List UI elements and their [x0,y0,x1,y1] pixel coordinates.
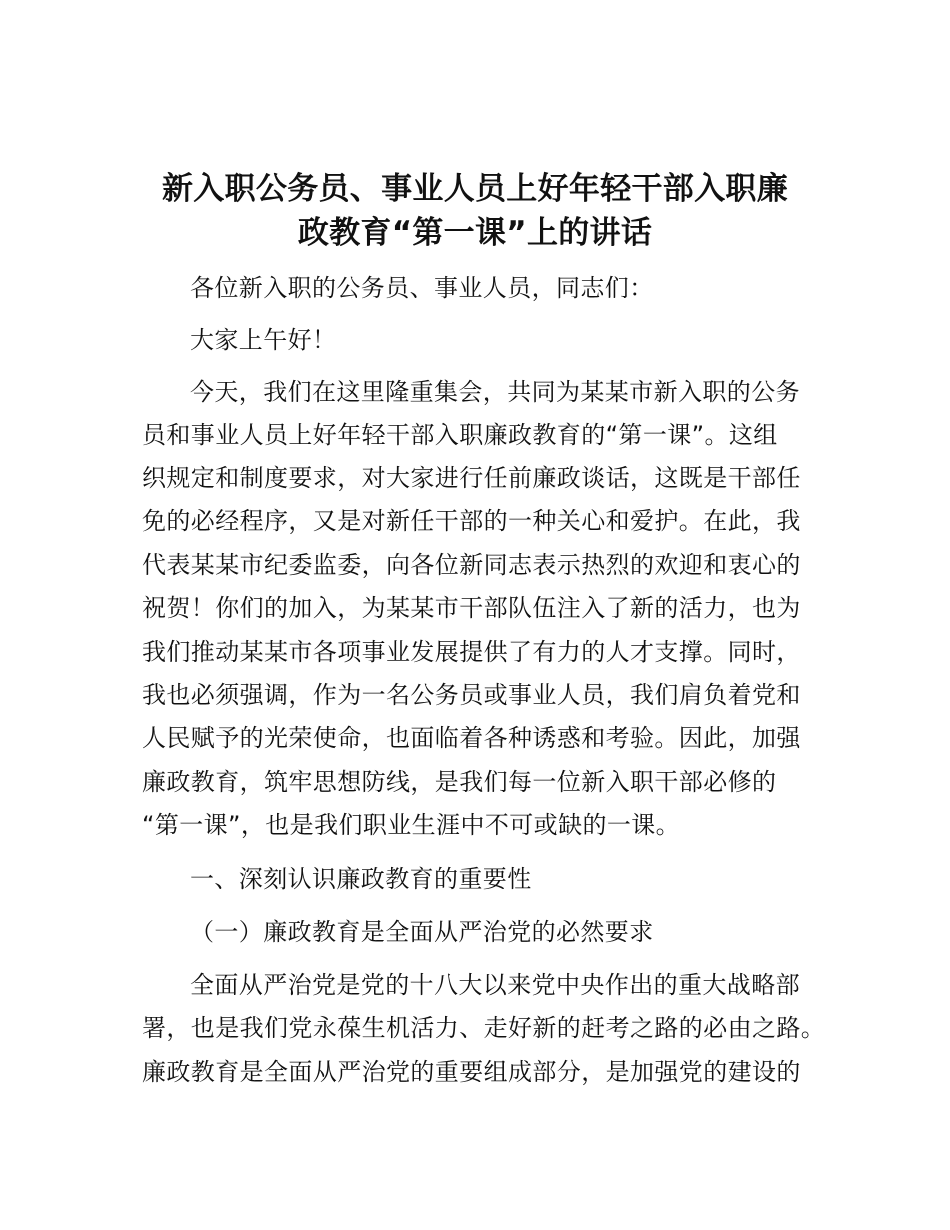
paragraph-line: 代表某某市纪委监委，向各位新同志表示热烈的欢迎和衷心的 [142,551,801,579]
paragraph-line: 全面从严治党是党的十八大以来党中央作出的重大战略部 [190,971,800,999]
paragraph-line: 我也必须强调，作为一名公务员或事业人员，我们肩负着党和 [142,681,801,709]
paragraph-line: 免的必经程序，又是对新任干部的一种关心和爱护。在此，我 [142,507,801,535]
paragraph-line: 署，也是我们党永葆生机活力、走好新的赶考之路的必由之路。 [142,1014,826,1042]
document-title-line-1: 新入职公务员、事业人员上好年轻干部入职廉 [162,171,788,207]
document-title-line-2: 政教育“第一课”上的讲话 [297,215,653,251]
paragraph-line: 织规定和制度要求，对大家进行任前廉政谈话，这既是干部任 [142,464,801,492]
section-heading: 一、深刻认识廉政教育的重要性 [190,865,532,893]
greeting: 大家上午好！ [190,326,337,354]
salutation: 各位新入职的公务员、事业人员，同志们： [190,274,654,302]
paragraph-line: 廉政教育，筑牢思想防线，是我们每一位新入职干部必修的 [142,768,777,796]
paragraph-line: 人民赋予的光荣使命，也面临着各种诱惑和考验。因此，加强 [142,724,801,752]
paragraph-line: 员和事业人员上好年轻干部入职廉政教育的“第一课”。这组 [142,421,778,449]
paragraph-line: 廉政教育是全面从严治党的重要组成部分，是加强党的建设的 [142,1058,801,1086]
subsection-heading: （一）廉政教育是全面从严治党的必然要求 [190,918,654,946]
paragraph-line: 今天，我们在这里隆重集会，共同为某某市新入职的公务 [190,378,800,406]
paragraph-line: 我们推动某某市各项事业发展提供了有力的人才支撑。同时， [142,638,801,666]
paragraph-line: 祝贺！你们的加入，为某某市干部队伍注入了新的活力，也为 [142,594,801,622]
paragraph-line: “第一课”，也是我们职业生涯中不可或缺的一课。 [142,811,681,839]
